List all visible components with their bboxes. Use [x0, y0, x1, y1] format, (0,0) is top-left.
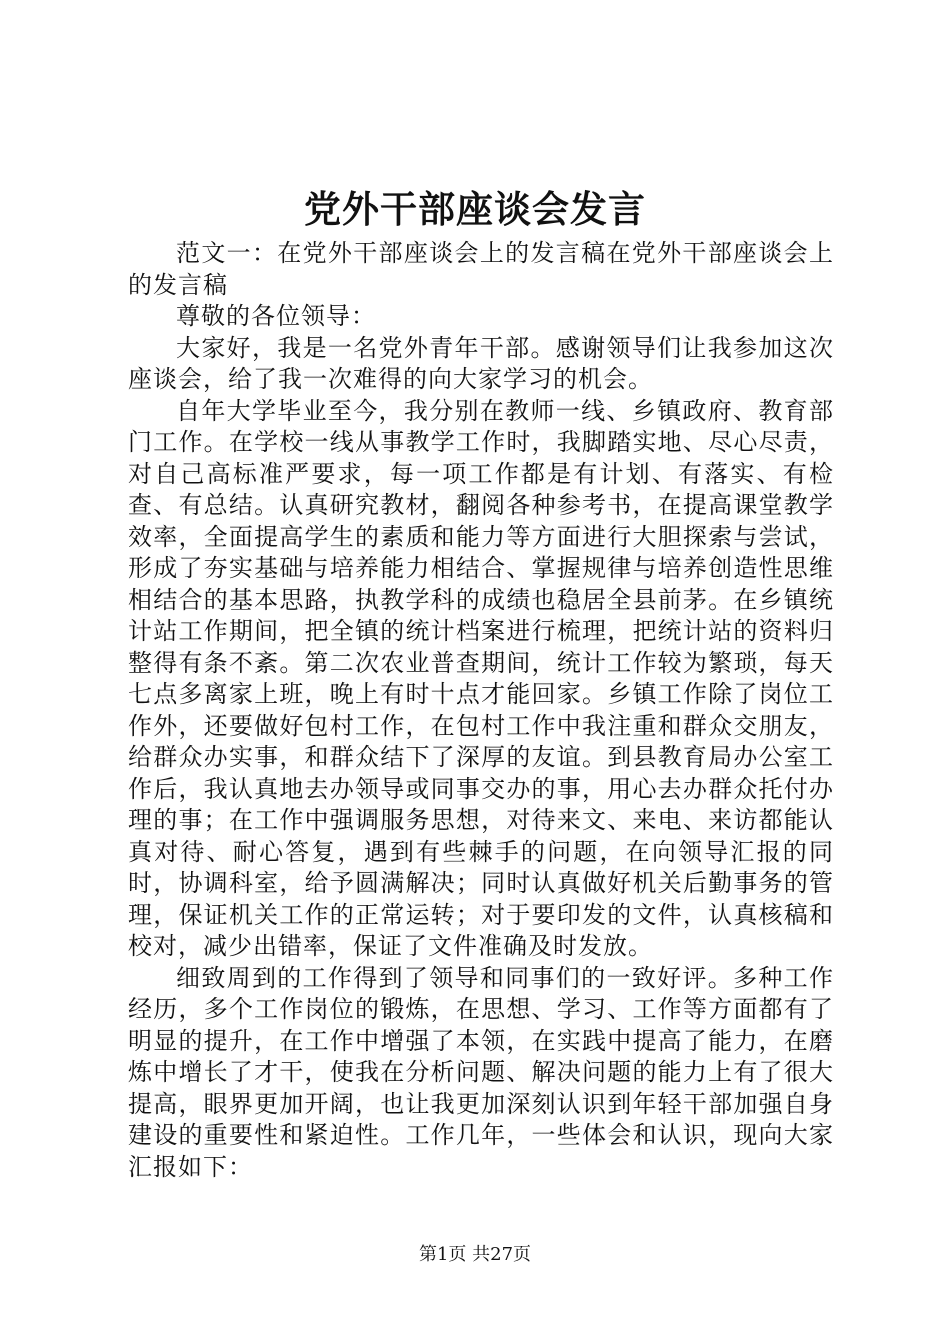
paragraph: 细致周到的工作得到了领导和同事们的一致好评。多种工作经历，多个工作岗位的锻炼，在思想、学习、工作等方面都有了明显的提升，在工作中增强了本领，在实践中提高了能力，在磨炼中增长了才干，使我在分析问题、解决问题的能力上有了很大提高，眼界更加开阔，也让我更加深刻认识到年轻干部加强自身建设的重要性和紧迫性。工作几年，一些体会和认识，现向大家汇报如下：: [128, 963, 834, 1181]
paragraph: 范文一：在党外干部座谈会上的发言稿在党外干部座谈会上的发言稿: [128, 239, 834, 299]
paragraph: 尊敬的各位领导：: [176, 302, 376, 330]
document-body: [128, 238, 834, 1183]
paragraph: 大家好，我是一名党外青年干部。感谢领导们让我参加这次座谈会，给了我一次难得的向大家学习的机会。: [128, 333, 834, 393]
document-title: 党外干部座谈会发言: [304, 187, 646, 231]
paragraph: 自年大学毕业至今，我分别在教师一线、乡镇政府、教育部门工作。在学校一线从事教学工作时，我脚踏实地、尽心尽责，对自己高标准严要求，每一项工作都是有计划、有落实、有检查、有总结。认真研究教材，翻阅各种参考书，在提高课堂教学效率，全面提高学生的素质和能力等方面进行大胆探索与尝试，形成了夯实基础与培养能力相结合、掌握规律与培养创造性思维相结合的基本思路，执教学科的成绩也稳居全县前茅。在乡镇统计站工作期间，把全镇的统计档案进行梳理，把统计站的资料归整得有条不紊。第二次农业普查期间，统计工作较为繁琐，每天七点多离家上班，晚上有时十点才能回家。乡镇工作除了岗位工作外，还要做好包村工作，在包村工作中我注重和群众交朋友，给群众办实事，和群众结下了深厚的友谊。到县教育局办公室工作后，我认真地去办领导或同事交办的事，用心去办群众托付办理的事；在工作中强调服务思想，对待来文、来电、来访都能认真对待、耐心答复，遇到有些棘手的问题，在向领导汇报的同时，协调科室，给予圆满解决；同时认真做好机关后勤事务的管理，保证机关工作的正常运转；对于要印发的文件，认真核稿和校对，减少出错率，保证了文件准确及时发放。: [128, 396, 834, 960]
page-footer: 第1页 共27页: [418, 1244, 532, 1265]
